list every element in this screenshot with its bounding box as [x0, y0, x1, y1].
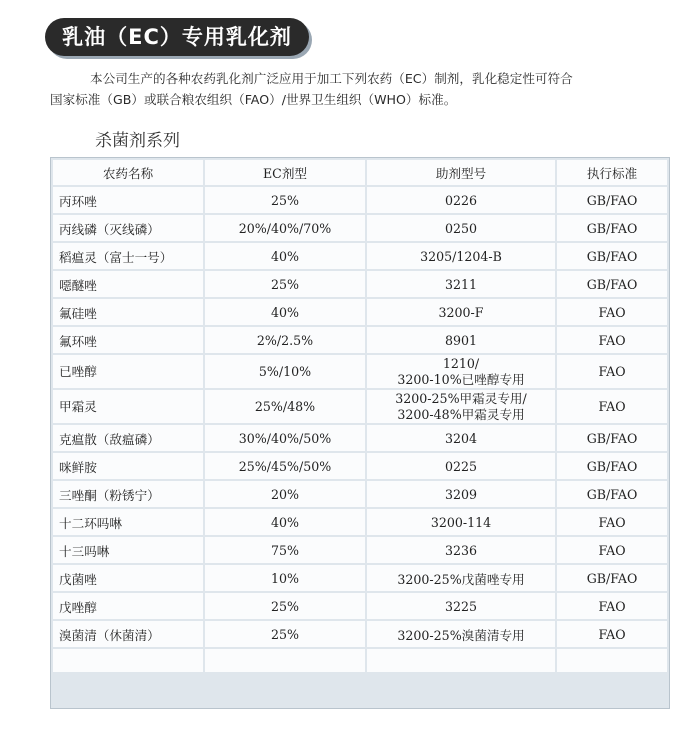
cell-pesticide-name: 稻瘟灵（富士一号）: [53, 243, 203, 269]
cell-ec-formulation: 25%/45%/50%: [205, 453, 365, 479]
cell-standard: FAO: [557, 355, 667, 388]
header-pesticide-name: 农药名称: [53, 160, 203, 185]
cell-pesticide-name: 氟环唑: [53, 327, 203, 353]
cell-standard: FAO: [557, 390, 667, 423]
cell-emulsifier-model: 0226: [367, 187, 555, 213]
cell-standard: GB/FAO: [557, 453, 667, 479]
table-row: [53, 299, 667, 325]
cell-pesticide-name: 噁醚唑: [53, 271, 203, 297]
cell-emulsifier-model: 3200-114: [367, 509, 555, 535]
cell-pesticide-name: 甲霜灵: [53, 390, 203, 423]
table-row: [53, 271, 667, 297]
cell-standard: GB/FAO: [557, 187, 667, 213]
cell-pesticide-name: 氟硅唑: [53, 299, 203, 325]
cell-ec-formulation: 40%: [205, 509, 365, 535]
cell-emulsifier-model: [367, 649, 555, 672]
cell-standard: GB/FAO: [557, 481, 667, 507]
cell-emulsifier-model: 0250: [367, 215, 555, 241]
cell-standard: FAO: [557, 509, 667, 535]
cell-emulsifier-model: 3205/1204-B: [367, 243, 555, 269]
cell-pesticide-name: 丙环唑: [53, 187, 203, 213]
cell-standard: FAO: [557, 621, 667, 647]
table-row: [53, 537, 667, 563]
cell-standard: GB/FAO: [557, 425, 667, 451]
pesticide-table-container: [50, 157, 670, 709]
table-row: [53, 649, 667, 672]
table-row: [53, 425, 667, 451]
cell-ec-formulation: 25%/48%: [205, 390, 365, 423]
cell-emulsifier-model: 3200-25%甲霜灵专用/ 3200-48%甲霜灵专用: [367, 390, 555, 423]
cell-standard: FAO: [557, 327, 667, 353]
table-row: [53, 621, 667, 647]
intro-paragraph: [50, 68, 670, 110]
intro-line-1: 本公司生产的各种农药乳化剂广泛应用于加工下列农药（EC）制剂，乳化稳定性可符合: [90, 71, 573, 86]
table-row: [53, 593, 667, 619]
cell-emulsifier-model: 3200-25%戊菌唑专用: [367, 565, 555, 591]
table-body: [53, 187, 667, 672]
pesticide-table: [51, 158, 669, 674]
cell-ec-formulation: 25%: [205, 621, 365, 647]
cell-standard: FAO: [557, 593, 667, 619]
cell-pesticide-name: 戊唑醇: [53, 593, 203, 619]
cell-ec-formulation: 2%/2.5%: [205, 327, 365, 353]
cell-ec-formulation: 5%/10%: [205, 355, 365, 388]
table-row: [53, 215, 667, 241]
cell-ec-formulation: 40%: [205, 299, 365, 325]
table-row: [53, 565, 667, 591]
table-row: [53, 453, 667, 479]
cell-pesticide-name: 已唑醇: [53, 355, 203, 388]
cell-pesticide-name: 戊菌唑: [53, 565, 203, 591]
cell-emulsifier-model: 8901: [367, 327, 555, 353]
cell-pesticide-name: 咪鲜胺: [53, 453, 203, 479]
table-row: [53, 327, 667, 353]
cell-ec-formulation: 20%/40%/70%: [205, 215, 365, 241]
table-row: [53, 243, 667, 269]
cell-emulsifier-model: 0225: [367, 453, 555, 479]
cell-emulsifier-model: 3200-F: [367, 299, 555, 325]
cell-ec-formulation: 10%: [205, 565, 365, 591]
cell-emulsifier-model: 1210/ 3200-10%已唑醇专用: [367, 355, 555, 388]
cell-emulsifier-model: 3200-25%溴菌清专用: [367, 621, 555, 647]
table-row: [53, 187, 667, 213]
intro-line-2: 国家标准（GB）或联合粮农组织（FAO）/世界卫生组织（WHO）标准。: [50, 92, 457, 107]
cell-ec-formulation: 40%: [205, 243, 365, 269]
cell-standard: FAO: [557, 299, 667, 325]
cell-pesticide-name: 丙线磷（灭线磷）: [53, 215, 203, 241]
section-title: 杀菌剂系列: [95, 131, 180, 151]
cell-pesticide-name: 克瘟散（敌瘟磷）: [53, 425, 203, 451]
cell-emulsifier-model: 3211: [367, 271, 555, 297]
cell-standard: [557, 649, 667, 672]
cell-standard: FAO: [557, 537, 667, 563]
cell-standard: GB/FAO: [557, 215, 667, 241]
cell-ec-formulation: 75%: [205, 537, 365, 563]
cell-ec-formulation: 20%: [205, 481, 365, 507]
cell-emulsifier-model: 3225: [367, 593, 555, 619]
cell-standard: GB/FAO: [557, 565, 667, 591]
header-ec-formulation: EC剂型: [205, 160, 365, 185]
cell-pesticide-name: 溴菌清（休菌清）: [53, 621, 203, 647]
table-row: [53, 481, 667, 507]
cell-emulsifier-model: 3204: [367, 425, 555, 451]
cell-ec-formulation: 25%: [205, 187, 365, 213]
page-title: 乳油（EC）专用乳化剂: [45, 18, 309, 56]
cell-ec-formulation: [205, 649, 365, 672]
cell-standard: GB/FAO: [557, 271, 667, 297]
table-row: [53, 355, 667, 388]
cell-emulsifier-model: 3209: [367, 481, 555, 507]
cell-standard: GB/FAO: [557, 243, 667, 269]
cell-emulsifier-model: 3236: [367, 537, 555, 563]
cell-pesticide-name: [53, 649, 203, 672]
cell-pesticide-name: 三唑酮（粉锈宁）: [53, 481, 203, 507]
table-row: [53, 509, 667, 535]
cell-ec-formulation: 25%: [205, 593, 365, 619]
header-standard: 执行标准: [557, 160, 667, 185]
cell-ec-formulation: 25%: [205, 271, 365, 297]
cell-pesticide-name: 十二环吗啉: [53, 509, 203, 535]
cell-pesticide-name: 十三吗啉: [53, 537, 203, 563]
header-emulsifier-model: 助剂型号: [367, 160, 555, 185]
cell-ec-formulation: 30%/40%/50%: [205, 425, 365, 451]
table-header-row: [53, 160, 667, 185]
table-row: [53, 390, 667, 423]
